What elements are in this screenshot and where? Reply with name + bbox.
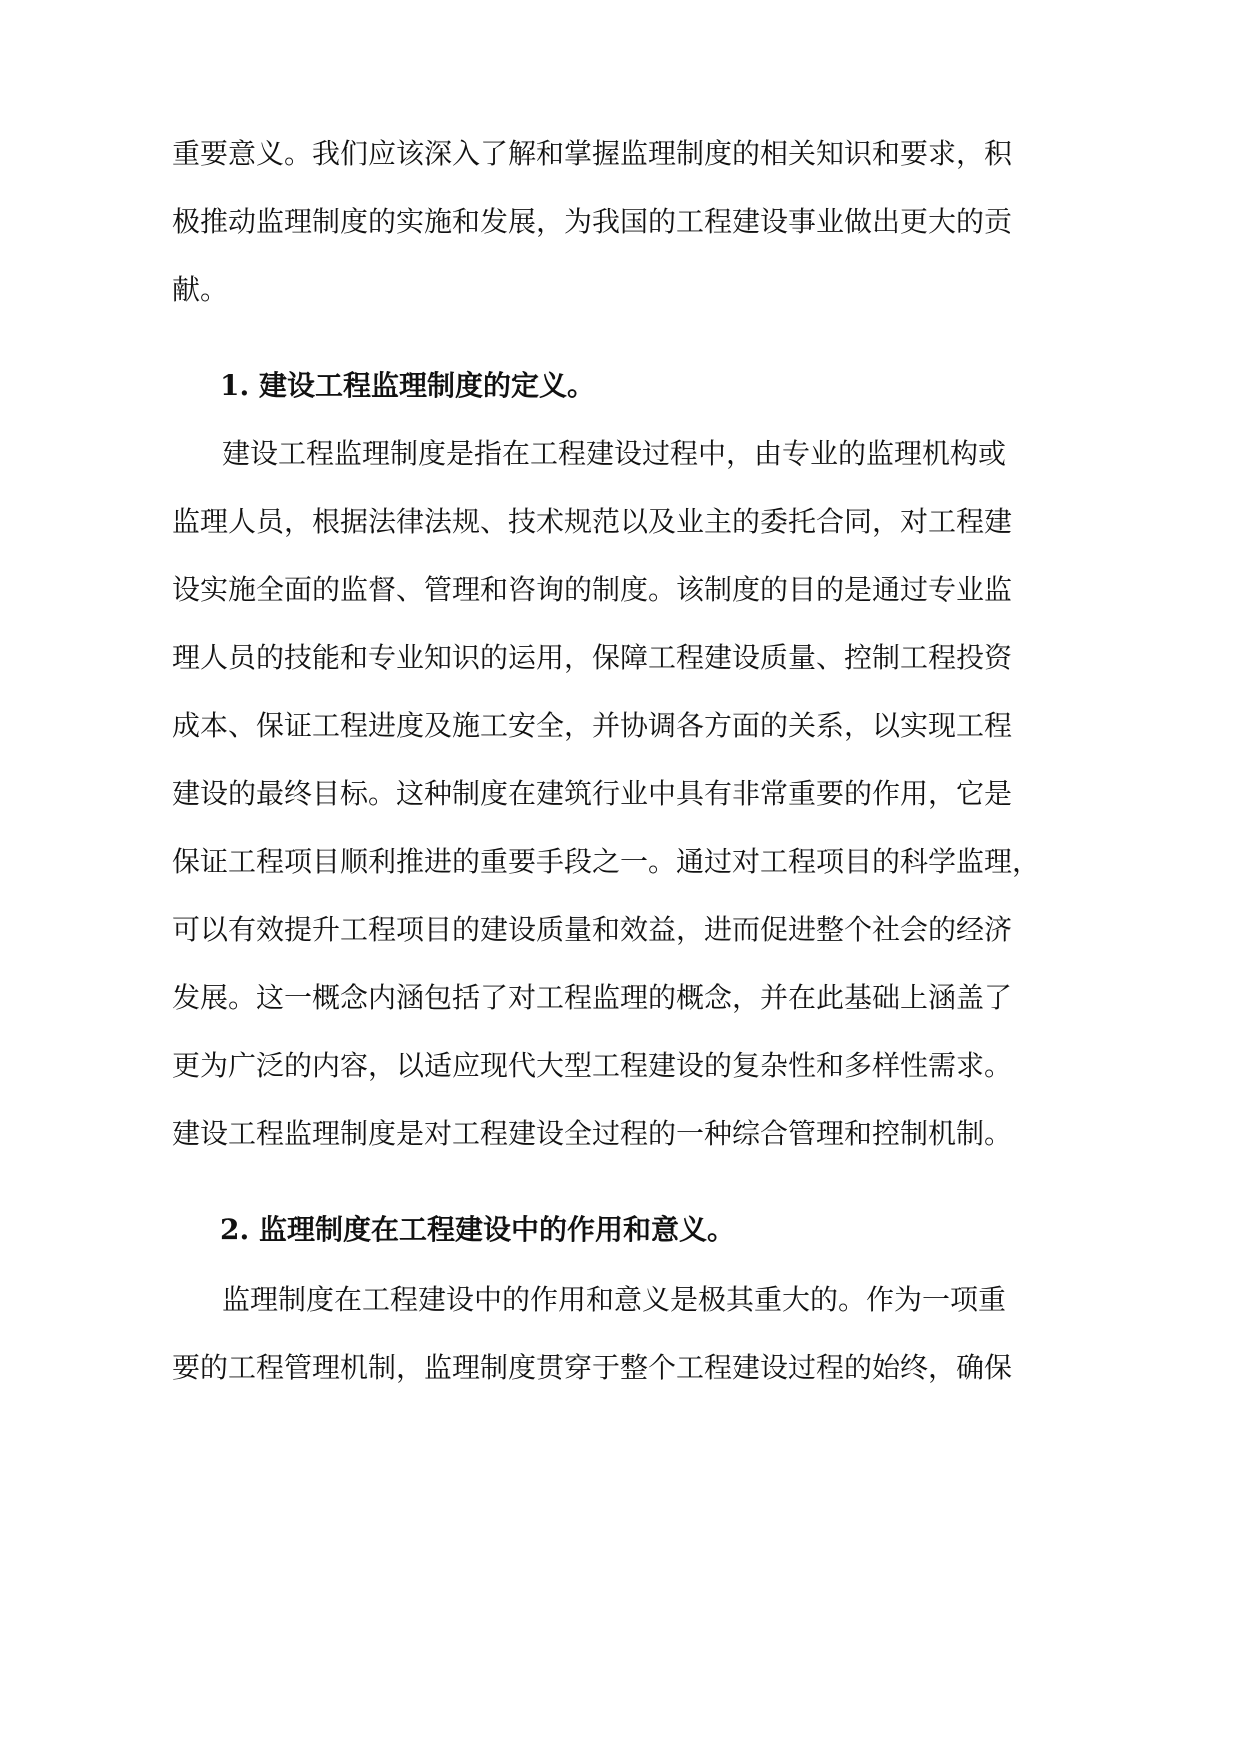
- paragraph-line: 保证工程项目顺利推进的重要手段之一。通过对工程项目的科学监理，: [172, 845, 1041, 878]
- paragraph-line: 设实施全面的监督、管理和咨询的制度。该制度的目的是通过专业监: [172, 573, 1013, 606]
- paragraph-line: 极推动监理制度的实施和发展，为我国的工程建设事业做出更大的贡: [172, 205, 1013, 238]
- paragraph-line: 可以有效提升工程项目的建设质量和效益，进而促进整个社会的经济: [172, 913, 1013, 946]
- paragraph-line: 重要意义。我们应该深入了解和掌握监理制度的相关知识和要求，积: [172, 137, 1013, 170]
- paragraph-line: 建设的最终目标。这种制度在建筑行业中具有非常重要的作用，它是: [172, 777, 1013, 810]
- paragraph-line: 更为广泛的内容，以适应现代大型工程建设的复杂性和多样性需求。: [172, 1049, 1013, 1082]
- section-heading-1: 1. 建设工程监理制度的定义。: [220, 369, 595, 402]
- paragraph-line: 发展。这一概念内涵包括了对工程监理的概念，并在此基础上涵盖了: [172, 981, 1013, 1014]
- section-heading-2: 2. 监理制度在工程建设中的作用和意义。: [220, 1213, 735, 1246]
- paragraph-line: 监理制度在工程建设中的作用和意义是极其重大的。作为一项重: [222, 1283, 1007, 1316]
- paragraph-line: 献。: [172, 273, 229, 306]
- paragraph-line: 理人员的技能和专业知识的运用，保障工程建设质量、控制工程投资: [172, 641, 1013, 674]
- paragraph-line: 建设工程监理制度是对工程建设全过程的一种综合管理和控制机制。: [172, 1117, 1013, 1150]
- paragraph-line: 要的工程管理机制，监理制度贯穿于整个工程建设过程的始终，确保: [172, 1351, 1013, 1384]
- paragraph-line: 建设工程监理制度是指在工程建设过程中，由专业的监理机构或: [222, 437, 1007, 470]
- paragraph-line: 监理人员，根据法律法规、技术规范以及业主的委托合同，对工程建: [172, 505, 1013, 538]
- paragraph-line: 成本、保证工程进度及施工安全，并协调各方面的关系，以实现工程: [172, 709, 1013, 742]
